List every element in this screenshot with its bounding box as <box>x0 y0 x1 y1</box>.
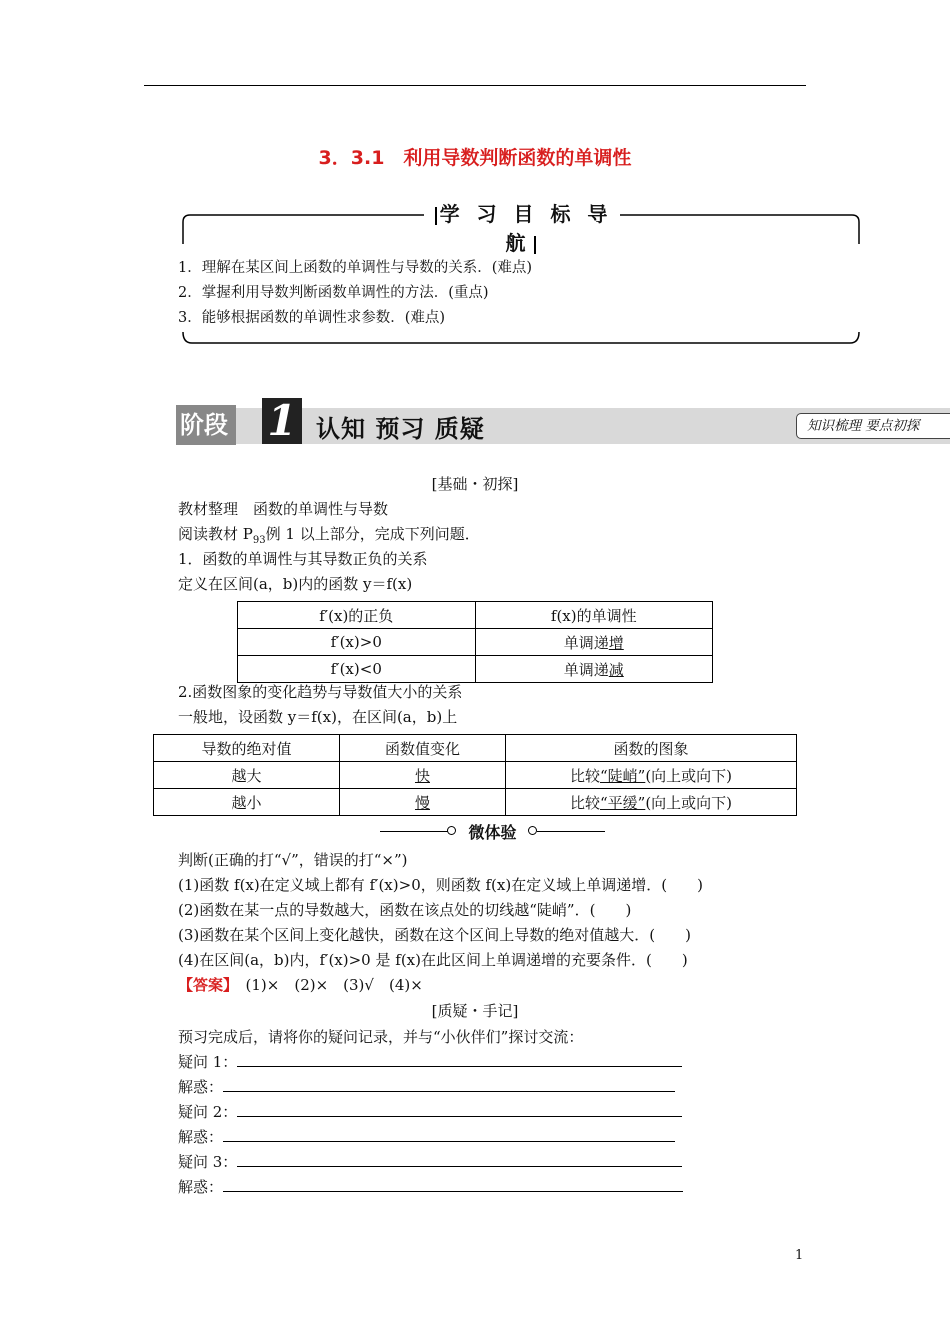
goals-list <box>178 256 532 331</box>
reading-pre: 阅读教材 P <box>178 525 253 543</box>
table-cell: 越小 <box>154 789 340 816</box>
section-bracket-basics: [基础・初探] <box>431 475 519 493</box>
note-label: 疑问 3： <box>178 1153 238 1171</box>
cell-text: (向上或向下) <box>645 766 733 785</box>
textbook-heading: 教材整理 函数的单调性与导数 <box>178 500 389 518</box>
table-cell <box>340 789 506 816</box>
header-rule <box>144 85 806 86</box>
table-cell: f′(x)<0 <box>238 656 476 683</box>
stage-title: 认知 预习 质疑 <box>316 415 485 443</box>
mini-item: (3)函数在某个区间上变化越快，函数在这个区间上导数的绝对值越大．( ) <box>178 926 691 944</box>
cell-answer: “平缓” <box>599 793 646 812</box>
table-header-cell: 函数的图象 <box>506 735 797 762</box>
mini-dot-right <box>528 826 537 835</box>
bar-right <box>534 236 536 254</box>
bar-left <box>435 207 437 225</box>
table-header-cell: 导数的绝对值 <box>154 735 340 762</box>
mini-item: (1)函数 f(x)在定义域上都有 f′(x)>0，则函数 f(x)在定义域上单调递增．( ) <box>178 876 703 894</box>
answer-text: (1)× (2)× (3)√ (4)× <box>245 976 423 994</box>
subheading-1: 1．函数的单调性与其导数正负的关系 <box>178 550 428 568</box>
table-cell: 越大 <box>154 762 340 789</box>
note-row <box>178 1125 675 1150</box>
table-header-cell: f′(x)的正负 <box>238 602 476 629</box>
mini-intro: 判断(正确的打“√”，错误的打“×”) <box>178 851 408 869</box>
table-cell <box>506 789 797 816</box>
cell-text: 单调递 <box>563 633 609 652</box>
table-cell <box>475 629 713 656</box>
goal-item: 3．能够根据函数的单调性求参数．(难点) <box>178 310 446 326</box>
stage-number: 1 <box>262 398 302 444</box>
cell-answer: 快 <box>414 766 430 785</box>
section-bracket-notes: [质疑・手记] <box>431 1002 519 1020</box>
note-label: 疑问 1： <box>178 1053 238 1071</box>
mini-title: 微体验 <box>468 823 517 842</box>
trend-table <box>153 734 797 816</box>
note-label: 解惑： <box>178 1178 224 1196</box>
mini-item: (2)函数在某一点的导数越大，函数在该点处的切线越“陡峭”．( ) <box>178 901 632 919</box>
note-row <box>178 1150 682 1175</box>
table-cell <box>506 762 797 789</box>
note-label: 解惑： <box>178 1078 224 1096</box>
note-row <box>178 1100 682 1125</box>
cell-answer: 增 <box>608 633 624 652</box>
page-sub: 93 <box>252 535 266 546</box>
cell-text: 比较 <box>569 766 600 785</box>
note-fill-line[interactable] <box>223 1126 675 1142</box>
note-label: 疑问 2： <box>178 1103 238 1121</box>
note-fill-line[interactable] <box>237 1151 682 1167</box>
note-label: 解惑： <box>178 1128 224 1146</box>
mini-item: (4)在区间(a，b)内，f′(x)>0 是 f(x)在此区间上单调递增的充要条件．( ) <box>178 951 688 969</box>
page-title: 3．3.1 利用导数判断函数的单调性 <box>318 147 632 169</box>
cell-answer: 慢 <box>414 793 430 812</box>
note-fill-line[interactable] <box>223 1076 675 1092</box>
reading-post: 例 1 以上部分，完成下列问题． <box>265 525 480 543</box>
cell-text: 比较 <box>569 793 600 812</box>
note-fill-line[interactable] <box>237 1101 682 1117</box>
table-cell <box>340 762 506 789</box>
answer-label: 【答案】 <box>178 976 231 994</box>
notes-intro: 预习完成后，请将你的疑问记录，并与“小伙伴们”探讨交流： <box>178 1028 584 1046</box>
goal-item: 1．理解在某区间上函数的单调性与导数的关系．(难点) <box>178 260 533 276</box>
note-row <box>178 1075 675 1100</box>
mini-answer <box>178 973 423 998</box>
table-cell: f′(x)>0 <box>238 629 476 656</box>
subheading-2: 2.函数图象的变化趋势与导数值大小的关系 <box>178 683 463 701</box>
cell-answer: “陡峭” <box>599 766 646 785</box>
definition-line: 定义在区间(a，b)内的函数 y＝f(x) <box>178 575 413 593</box>
table-cell <box>475 656 713 683</box>
page-number: 1 <box>795 1248 804 1263</box>
cell-text: 单调递 <box>563 660 609 679</box>
table-header-cell: 函数值变化 <box>340 735 506 762</box>
note-row <box>178 1175 683 1200</box>
general-line: 一般地，设函数 y＝f(x)，在区间(a，b)上 <box>178 708 458 726</box>
stage-label: 阶段 <box>176 405 236 445</box>
goals-heading <box>424 198 620 256</box>
mini-rule-right <box>537 831 605 832</box>
note-row <box>178 1050 682 1075</box>
note-fill-line[interactable] <box>223 1176 683 1192</box>
monotonicity-table <box>237 601 713 683</box>
cell-text: (向上或向下) <box>645 793 733 812</box>
table-header-cell: f(x)的单调性 <box>475 602 713 629</box>
stage-tag: 知识梳理 要点初探 <box>796 413 950 439</box>
cell-answer: 减 <box>608 660 624 679</box>
goals-heading-text: 学 习 目 标 导 航 <box>439 202 613 255</box>
goal-item: 2．掌握利用导数判断函数单调性的方法．(重点) <box>178 285 489 301</box>
note-fill-line[interactable] <box>237 1051 682 1067</box>
